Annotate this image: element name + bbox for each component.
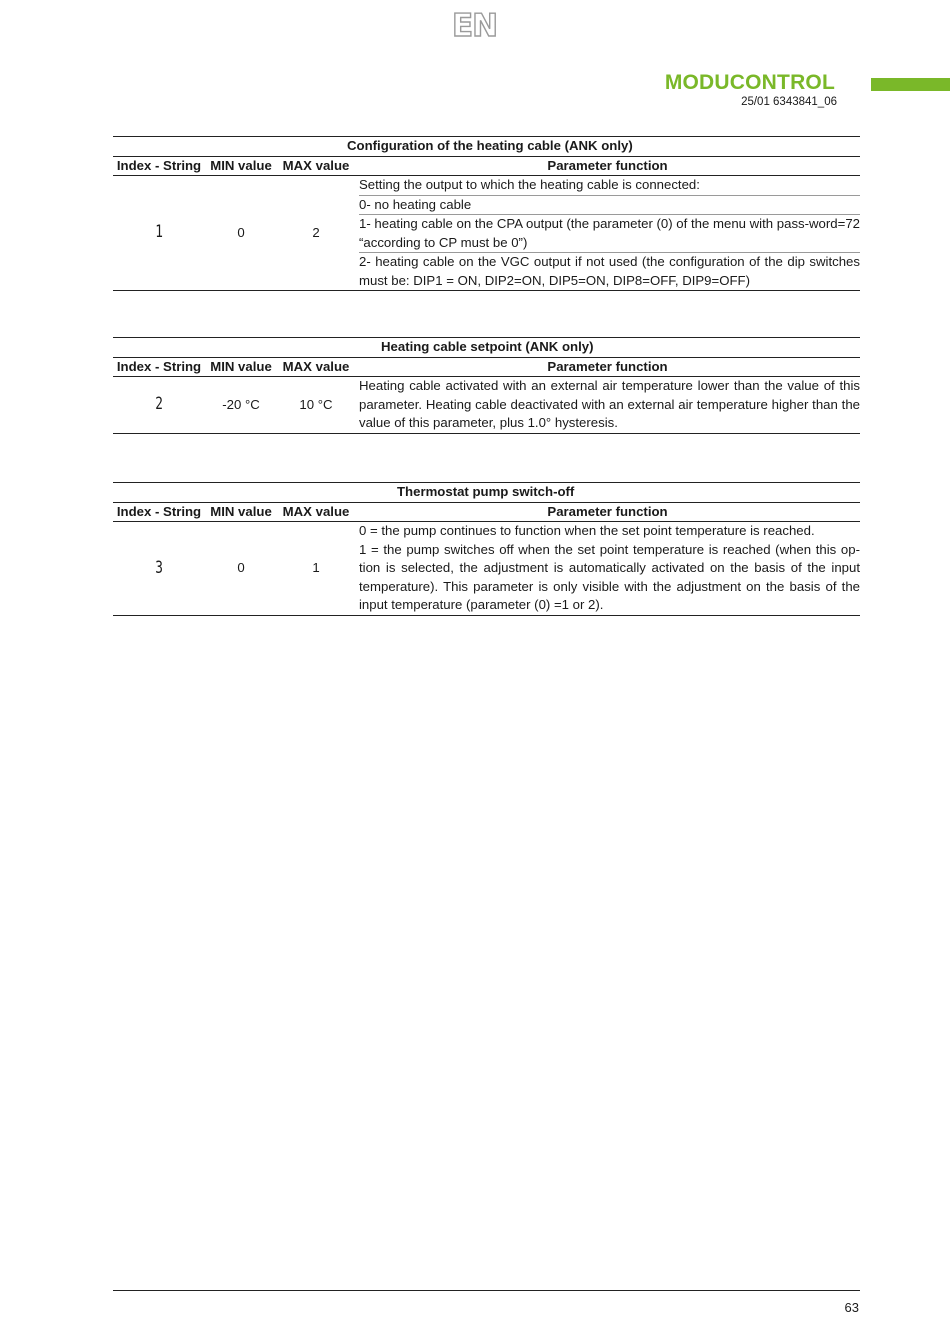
function-text: Heating cable activated with an external air temperature lower than the value of this parameter. Heating cable deactivated with an external air temperature higher than the value of this parameter, plus 1.0° hysteresis.	[359, 378, 860, 430]
table-row	[113, 176, 860, 291]
column-header-function: Parameter function	[355, 502, 860, 522]
min-value: 0	[205, 176, 277, 291]
function-cell	[355, 522, 860, 616]
table-title: Thermostat pump switch-off	[355, 483, 860, 503]
brand-accent-bar	[871, 78, 950, 91]
column-header-index: Index - String	[113, 357, 205, 377]
column-header-min: MIN value	[205, 502, 277, 522]
column-header-max: MAX value	[277, 502, 355, 522]
table-row	[113, 522, 860, 616]
table-title: Heating cable setpoint (ANK only)	[355, 338, 860, 358]
table-title-spacer	[113, 338, 355, 358]
function-text: 0 = the pump continues to function when the set point temperature is reached.	[359, 523, 815, 538]
table-title-spacer	[113, 483, 355, 503]
index-value: 3	[155, 557, 163, 578]
table-title: Configuration of the heating cable (ANK only)	[355, 137, 860, 157]
column-header-function: Parameter function	[355, 357, 860, 377]
column-header-index: Index - String	[113, 156, 205, 176]
index-value: 2	[155, 394, 163, 414]
table-row	[113, 377, 860, 434]
brand-title: MODUCONTROL	[664, 71, 835, 94]
index-value: 1	[155, 222, 163, 243]
column-header-min: MIN value	[205, 156, 277, 176]
parameter-table-heating-cable-config	[113, 136, 860, 291]
function-line: Setting the output to which the heating cable is connected:	[359, 176, 860, 196]
index-cell	[113, 522, 205, 616]
function-line: 1- heating cable on the CPA output (the parameter (0) of the menu with pass-word=72 “according to CP must be 0”)	[359, 215, 860, 253]
column-header-max: MAX value	[277, 357, 355, 377]
footer-rule	[113, 1290, 860, 1291]
function-cell	[355, 176, 860, 291]
function-line: 2- heating cable on the VGC output if not used (the configuration of the dip switches must be: DIP1 = ON, DIP2=ON, DIP5=ON, DIP8=OFF, DIP9=OFF)	[359, 254, 860, 288]
document-reference: 25/01 6343841_06	[741, 96, 837, 108]
index-cell	[113, 377, 205, 434]
column-header-function: Parameter function	[355, 156, 860, 176]
parameter-table-thermostat-pump	[113, 482, 860, 616]
language-badge: EN	[452, 8, 498, 44]
function-cell	[355, 377, 860, 434]
column-header-index: Index - String	[113, 502, 205, 522]
function-line: 0- no heating cable	[359, 196, 860, 216]
min-value: 0	[205, 522, 277, 616]
index-cell	[113, 176, 205, 291]
max-value: 2	[277, 176, 355, 291]
table-title-spacer	[113, 137, 355, 157]
column-header-min: MIN value	[205, 357, 277, 377]
function-text: 1 = the pump switches off when the set point temperature is reached (when this op-tion is selected, the adjustment is automatically activated on the basis of the input temperature). This parameter is only visible with the adjustment on the basis of the input temperature (parameter (0) =1 or 2).	[359, 541, 860, 612]
max-value: 10 °C	[277, 377, 355, 434]
min-value: -20 °C	[205, 377, 277, 434]
max-value: 1	[277, 522, 355, 616]
page-number: 63	[844, 1300, 859, 1315]
column-header-max: MAX value	[277, 156, 355, 176]
parameter-table-heating-cable-setpoint	[113, 337, 860, 434]
